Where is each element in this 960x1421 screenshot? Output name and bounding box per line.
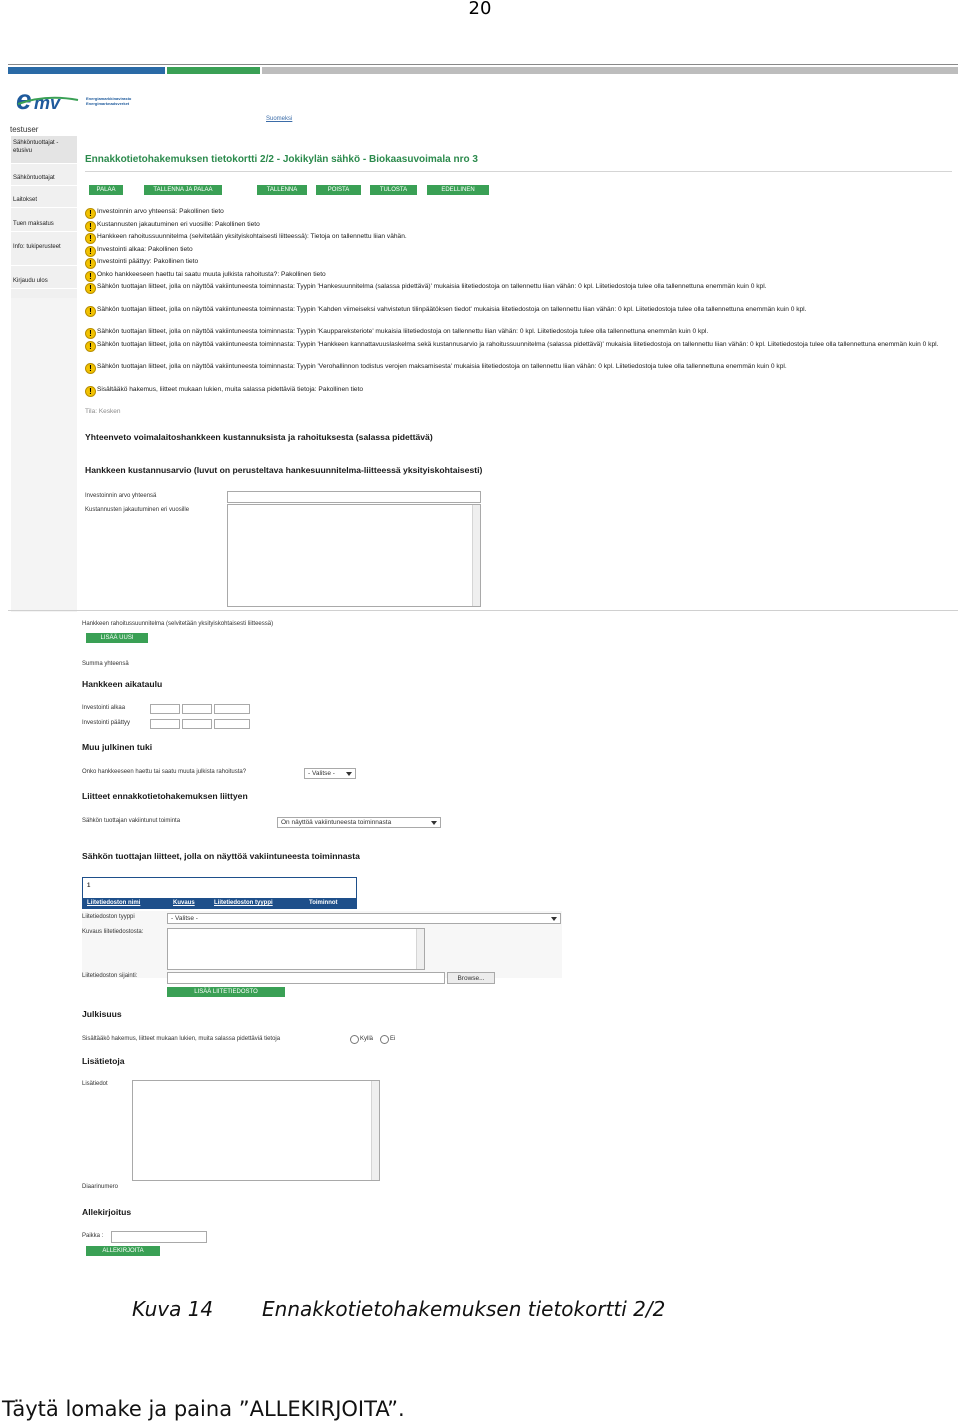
warning-item: ! Sähkön tuottajan liitteet, jolla on näyttöä vakiintuneesta toiminnasta: Tyypin 'Kahden viimeiseksi vahvistetun tilinpäätöksen tiedot' mukaisia liitetiedostoja on tallennettu liian vähän: 0 kpl. Liitetiedostoja tulee olla tallennettuna enemmän kuin 0 kpl. (85, 306, 955, 315)
sidebar (11, 136, 77, 298)
browse-button[interactable]: Browse... (447, 972, 495, 984)
username: testuser (10, 125, 39, 134)
sidebar-item-payments[interactable]: Tuen maksatus (11, 217, 77, 232)
screenshot (8, 64, 958, 1270)
logo-line2: Energimarknadsverket (86, 101, 130, 106)
financing-label: Hankkeen rahoitussuunnitelma (selvitetään yksityiskohtaisesti liitteessä) (82, 621, 274, 627)
warning-icon: ! (85, 258, 96, 269)
textarea-scrollbar[interactable] (472, 505, 480, 606)
col-description[interactable]: Kuvaus (173, 900, 195, 906)
end-month-input[interactable] (182, 719, 212, 729)
warning-item: ! Investointi alkaa: Pakollinen tieto (85, 246, 955, 255)
attachments-heading: Liitteet ennakkotietohakemuksen liittyen (82, 791, 248, 801)
col-actions: Toiminnot (309, 900, 338, 906)
sidebar-item-info[interactable]: Info: tukiperusteet (11, 240, 77, 266)
page-number: 20 (468, 0, 492, 19)
warning-icon: ! (85, 233, 96, 244)
footer-instruction: Täytä lomake ja paina ”ALLEKIRJOITA”. (2, 1397, 405, 1421)
warning-item: ! Onko hankkeeseen haettu tai saatu muuta julkista rahoitusta?: Pakollinen tieto (85, 271, 955, 280)
sidebar-item-home[interactable]: Sähköntuottajat - etusivu (11, 136, 77, 164)
warning-item: ! Sähkön tuottajan liitteet, jolla on näyttöä vakiintuneesta toiminnasta: Tyypin 'Kauppareksteriote' mukaisia liitetiedostoja on tallennettu liian vähän: 0 kpl. Liitetiedostoja tulee olla tallennettuna enemmän kuin 0 kpl. (85, 328, 955, 337)
warning-item: ! Sisältääkö hakemus, liitteet mukaan lukien, muita salassa pidettäviä tietoja: Pakollinen tieto (85, 386, 955, 395)
textarea-scrollbar[interactable] (416, 929, 424, 969)
additional-textarea[interactable] (132, 1080, 380, 1181)
file-type-select[interactable]: - Valitse - (167, 913, 561, 924)
no-label: Ei (390, 1036, 396, 1042)
file-location-input[interactable] (167, 972, 445, 984)
warning-item: ! Hankkeen rahoitussuunnitelma (selvitetään yksityiskohtaisesti liitteessä): Tietoja on tallennettu liian vähän. (85, 233, 955, 242)
add-new-button[interactable]: LISÄÄ UUSI (86, 633, 148, 643)
warning-icon: ! (85, 246, 96, 257)
add-file-button[interactable]: LISÄÄ LIITETIEDOSTO (167, 987, 285, 997)
additional-heading: Lisätietoja (82, 1056, 125, 1066)
chevron-down-icon (551, 917, 557, 921)
place-label: Paikka : (82, 1233, 104, 1239)
file-location-label: Liitetiedoston sijainti: (82, 973, 138, 979)
additional-label: Lisätiedot (82, 1081, 108, 1087)
schedule-heading: Hankkeen aikataulu (82, 679, 163, 689)
caption-label: Kuva 14 (132, 1297, 214, 1321)
language-link[interactable]: Suomeksi (266, 116, 293, 122)
col-file-type[interactable]: Liitetiedoston tyyppi (214, 900, 273, 906)
attachments-table (82, 877, 357, 909)
yes-label: Kyllä (360, 1036, 374, 1042)
start-month-input[interactable] (182, 704, 212, 714)
warning-icon: ! (85, 363, 96, 374)
previous-button[interactable]: EDELLINEN (427, 185, 489, 195)
producer-status-select[interactable]: On näyttöä vakiintuneesta toiminnasta (277, 817, 441, 828)
investment-total-label: Investoinnin arvo yhteensä (85, 493, 157, 499)
sidebar-item-plants[interactable]: Laitokset (11, 193, 77, 208)
warning-icon: ! (85, 341, 96, 352)
warning-icon: ! (85, 328, 96, 339)
back-button[interactable]: PALAA (89, 185, 123, 195)
warning-icon: ! (85, 208, 96, 219)
warning-icon: ! (85, 271, 96, 282)
warning-item: ! Kustannusten jakautuminen eri vuosille: Pakollinen tieto (85, 221, 955, 230)
table-header (83, 898, 356, 909)
diary-label: Diaarinumero (82, 1184, 119, 1190)
sidebar-item-producers[interactable]: Sähköntuottajat (11, 171, 77, 186)
file-desc-label: Kuvaus liitetiedostosta: (82, 929, 144, 935)
delete-button[interactable]: POISTA (316, 185, 361, 195)
no-radio[interactable] (380, 1035, 389, 1044)
sum-total-label: Summa yhteensä (82, 661, 129, 667)
print-button[interactable]: TULOSTA (370, 185, 417, 195)
caption-text: Ennakkotietohakemuksen tietokortti 2/2 (262, 1297, 666, 1321)
status-text: Tila: Kesken (85, 408, 121, 415)
publicity-question: Sisältääkö hakemus, liitteet mukaan lukien, muita salassa pidettäviä tietoja (82, 1036, 281, 1042)
warning-icon: ! (85, 386, 96, 397)
cost-split-textarea[interactable] (227, 504, 481, 607)
other-support-select[interactable]: - Valitse - (304, 768, 356, 779)
save-button[interactable]: TALLENNA (257, 185, 307, 195)
producer-status-label: Sähkön tuottajan vakiintunut toiminta (82, 818, 181, 824)
table-tab[interactable]: 1 (87, 883, 91, 889)
sidebar-background (11, 298, 77, 612)
producer-attachments-heading: Sähkön tuottajan liitteet, jolla on näyttöä vakiintuneesta toiminnasta (82, 851, 360, 861)
save-and-back-button[interactable]: TALLENNA JA PALAA (144, 185, 222, 195)
warning-item: ! Investointi päättyy: Pakollinen tieto (85, 258, 955, 267)
cost-split-label: Kustannusten jakautuminen eri vuosille (85, 507, 190, 513)
yes-radio[interactable] (350, 1035, 359, 1044)
col-file-name[interactable]: Liitetiedoston nimi (87, 900, 141, 906)
sidebar-item-logout[interactable]: Kirjaudu ulos (11, 274, 77, 289)
start-year-input[interactable] (214, 704, 250, 714)
warning-item: ! Investoinnin arvo yhteensä: Pakollinen tieto (85, 208, 955, 217)
start-day-input[interactable] (150, 704, 180, 714)
warning-icon: ! (85, 221, 96, 232)
other-support-question: Onko hankkeeseen haettu tai saatu muuta julkista rahoitusta? (82, 769, 247, 775)
investment-total-input[interactable] (227, 491, 481, 503)
cost-heading: Hankkeen kustannusarvio (luvut on perusteltava hankesuunnitelma-liitteessä yksityiskohtaisesti) (85, 465, 483, 475)
page-title: Ennakkotietohakemuksen tietokortti 2/2 - Jokikylän sähkö - Biokaasuvoimala nro 3 (85, 154, 478, 165)
file-type-label: Liitetiedoston tyyppi (82, 914, 135, 920)
summary-heading: Yhteenveto voimalaitoshankkeen kustannuksista ja rahoituksesta (salassa pidettävä) (85, 432, 433, 442)
publicity-heading: Julkisuus (82, 1009, 122, 1019)
warning-item: ! Sähkön tuottajan liitteet, jolla on näyttöä vakiintuneesta toiminnasta: Tyypin 'Verohallinnon todistus verojen maksamisesta' mukaisia liitetiedostoja on tallennettu liian vähän: 0 kpl. Liitetiedostoja tulee olla tallennettuna enemmän kuin 0 kpl. (85, 363, 955, 372)
chevron-down-icon (346, 772, 352, 776)
end-label: Investointi päättyy (82, 720, 131, 726)
chevron-down-icon (431, 821, 437, 825)
file-desc-textarea[interactable] (167, 928, 425, 970)
end-day-input[interactable] (150, 719, 180, 729)
place-input[interactable] (111, 1231, 207, 1243)
textarea-scrollbar[interactable] (371, 1081, 379, 1180)
svg-text:e: e (16, 86, 32, 115)
warning-icon: ! (85, 306, 96, 317)
warning-icon: ! (85, 283, 96, 294)
end-year-input[interactable] (214, 719, 250, 729)
svg-text:mv: mv (34, 93, 61, 113)
emv-logo (16, 86, 156, 116)
logo-line1: Energiamarkkinavirasto (86, 96, 132, 101)
top-color-bar (8, 64, 958, 74)
start-label: Investointi alkaa (82, 705, 126, 711)
sign-button[interactable]: ALLEKIRJOITA (86, 1246, 160, 1256)
warning-item: ! Sähkön tuottajan liitteet, jolla on näyttöä vakiintuneesta toiminnasta: Tyypin 'Hankesuunnitelma (salassa pidettävä)' mukaisia liitetiedostoja on tallennettu liian vähän: 0 kpl. Liitetiedostoja tulee olla tallennettuna enemmän kuin 0 kpl. (85, 283, 955, 292)
signature-heading: Allekirjoitus (82, 1207, 132, 1217)
other-support-heading: Muu julkinen tuki (82, 742, 153, 752)
warning-item: ! Sähkön tuottajan liitteet, jolla on näyttöä vakiintuneesta toiminnasta: Tyypin 'Hankkeen kannattavuuslaskelma sekä kustannusarvio ja rahoitussuunnitelma (salassa pidettävä)' mukaisia liitetiedostoja on tallennettu liian vähän: 0 kpl. Liitetiedostoja tulee olla tallennettuna enemmän kuin 0 kpl. (85, 341, 955, 350)
